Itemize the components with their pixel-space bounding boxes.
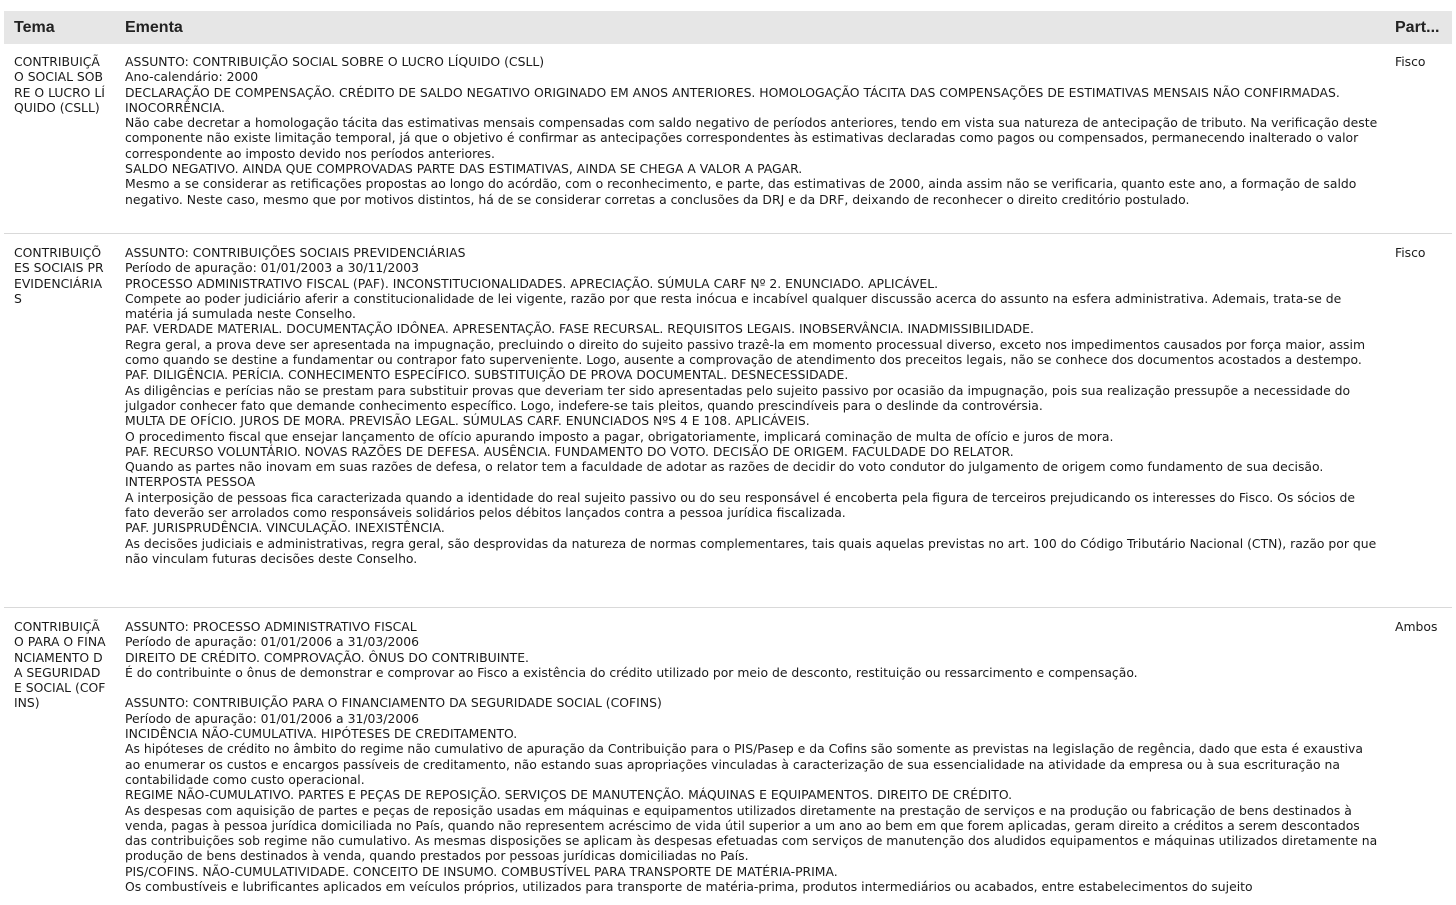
column-header-parte[interactable]: Part... <box>1395 19 1440 36</box>
cell-tema: CONTRIBUIÇÕES SOCIAIS PREVIDENCIÁRIAS <box>14 245 104 306</box>
table-row[interactable] <box>4 245 1452 608</box>
cell-ementa: ASSUNTO: CONTRIBUIÇÕES SOCIAIS PREVIDENCIÁRIAS Período de apuração: 01/01/2003 a 30/11/2003 PROCESSO ADMINISTRATIVO FISCAL (PAF). INCONSTITUCIONALIDADES. APRECIAÇÃO. SÚMULA CARF Nº 2. ENUNCIADO. APLICÁVEL. Compete ao poder judiciário aferir a constitucionalidade de lei vigente, razão por que resta inócua e incabível qualquer discussão acerca do assunto na esfera administrativa. Ademais, trata-se de matéria já sumulada neste Conselho. PAF. VERDADE MATERIAL. DOCUMENTAÇÃO IDÔNEA. APRESENTAÇÃO. FASE RECURSAL. REQUISITOS LEGAIS. INOBSERVÂNCIA. INADMISSIBILIDADE. Regra geral, a prova deve ser apresentada na impugnação, precluindo o direito do sujeito passivo trazê-la em momento processual diverso, exceto nos impedimentos causados por força maior, assim como quando se destine a fundamentar ou contrapor fato superveniente. Logo, ausente a comprovação de atendimento dos preceitos legais, não se conhece dos documentos acostados a destempo. PAF. DILIGÊNCIA. PERÍCIA. CONHECIMENTO ESPECÍFICO. SUBSTITUIÇÃO DE PROVA DOCUMENTAL. DESNECESSIDADE. As diligências e perícias não se prestam para substituir provas que deveriam ter sido apresentadas pelo sujeito passivo por ocasião da impugnação, pois sua realização pressupõe a necessidade do julgador conhecer fato que demande conhecimento específico. Logo, indefere-se tais pleitos, quando prescindíveis para o deslinde da controvérsia. MULTA DE OFÍCIO. JUROS DE MORA. PREVISÃO LEGAL. SÚMULAS CARF. ENUNCIADOS NºS 4 E 108. APLICÁVEIS. O procedimento fiscal que ensejar lançamento de ofício apurando imposto a pagar, obrigatoriamente, implicará cominação de multa de ofício e juros de mora. PAF. RECURSO VOLUNTÁRIO. NOVAS RAZÕES DE DEFESA. AUSÊNCIA. FUNDAMENTO DO VOTO. DECISÃO DE ORIGEM. FACULDADE DO RELATOR. Quando as partes não inovam em suas razões de defesa, o relator tem a faculdade de adotar as razões de decidir do voto condutor do julgamento de origem como fundamento de sua decisão. INTERPOSTA PESSOA A interposição de pessoas fica caracterizada quando a identidade do real sujeito passivo ou do seu responsável é encoberta pela figura de terceiros prejudicando os interesses do Fisco. Os sócios de fato deverão ser arrolados como responsáveis solidários pelos débitos lançados contra a pessoa jurídica fiscalizada. PAF. JURISPRUDÊNCIA. VINCULAÇÃO. INEXISTÊNCIA. As decisões judiciais e administrativas, regra geral, são desprovidas da natureza de normas complementares, tais quais aquelas previstas no art. 100 do Código Tributário Nacional (CTN), razão por que não vinculam futuras decisões deste Conselho. <box>125 245 1377 566</box>
cell-ementa: ASSUNTO: CONTRIBUIÇÃO SOCIAL SOBRE O LUCRO LÍQUIDO (CSLL) Ano-calendário: 2000 DECLARAÇÃO DE COMPENSAÇÃO. CRÉDITO DE SALDO NEGATIVO ORIGINADO EM ANOS ANTERIORES. HOMOLOGAÇÃO TÁCITA DAS COMPENSAÇÕES DE ESTIMATIVAS MENSAIS NÃO CONFIRMADAS. INOCORRÊNCIA. Não cabe decretar a homologação tácita das estimativas mensais compensadas com saldo negativo de períodos anteriores, tendo em vista sua natureza de antecipação de tributo. Na verificação deste componente não existe limitação temporal, já que o objetivo é confirmar as antecipações correspondentes às estimativas declaradas como pagos ou compensados, permanecendo inalterado o valor correspondente ao imposto devido nos períodos anteriores. SALDO NEGATIVO. AINDA QUE COMPROVADAS PARTE DAS ESTIMATIVAS, AINDA SE CHEGA A VALOR A PAGAR. Mesmo a se considerar as retificações propostas ao longo do acórdão, com o reconhecimento, e parte, das estimativas de 2000, ainda assim não se verificaria, quanto este ano, a formação de saldo negativo. Neste caso, mesmo que por motivos distintos, há de se considerar corretas a conclusões da DRJ e da DRF, deixando de reconhecer o direito creditório postulado. <box>125 54 1378 207</box>
column-header-ementa[interactable]: Ementa <box>125 19 183 36</box>
cell-parte: Fisco <box>1395 245 1426 260</box>
cell-tema: CONTRIBUIÇÃO SOCIAL SOBRE O LUCRO LÍQUIDO (CSLL) <box>14 54 105 115</box>
table-header <box>4 11 1452 44</box>
table-row[interactable] <box>4 54 1452 234</box>
cell-tema: CONTRIBUIÇÃO PARA O FINANCIAMENTO DA SEGURIDADE SOCIAL (COFINS) <box>14 619 106 711</box>
cell-ementa: ASSUNTO: PROCESSO ADMINISTRATIVO FISCAL Período de apuração: 01/01/2006 a 31/03/2006 DIREITO DE CRÉDITO. COMPROVAÇÃO. ÔNUS DO CONTRIBUINTE. É do contribuinte o ônus de demonstrar e comprovar ao Fisco a existência do crédito utilizado por meio de desconto, restituição ou ressarcimento e compensação. ASSUNTO: CONTRIBUIÇÃO PARA O FINANCIAMENTO DA SEGURIDADE SOCIAL (COFINS) Período de apuração: 01/01/2006 a 31/03/2006 INCIDÊNCIA NÃO-CUMULATIVA. HIPÓTESES DE CREDITAMENTO. As hipóteses de crédito no âmbito do regime não cumulativo de apuração da Contribuição para o PIS/Pasep e da Cofins são somente as previstas na legislação de regência, dado que esta é exaustiva ao enumerar os custos e encargos passíveis de creditamento, não estando suas apropriações vinculadas à caracterização de sua essencialidade na atividade da empresa ou à sua escrituração na contabilidade como custo operacional. REGIME NÃO-CUMULATIVO. PARTES E PEÇAS DE REPOSIÇÃO. SERVIÇOS DE MANUTENÇÃO. MÁQUINAS E EQUIPAMENTOS. DIREITO DE CRÉDITO. As despesas com aquisição de partes e peças de reposição usadas em máquinas e equipamentos utilizados diretamente na prestação de serviços e na produção ou fabricação de bens destinados à venda, pagas à pessoa jurídica domiciliada no País, quando não representem acréscimo de vida útil superior a um ano ao bem em que forem aplicadas, geram direito a créditos a serem descontados das contribuições sob regime não cumulativo. As mesmas disposições se aplicam às despesas efetuadas com serviços de manutenção dos aludidos equipamentos e máquinas utilizados diretamente na produção de bens destinados à venda, quando prestados por pessoas jurídicas domiciliadas no País. PIS/COFINS. NÃO-CUMULATIVIDADE. CONCEITO DE INSUMO. COMBUSTÍVEL PARA TRANSPORTE DE MATÉRIA-PRIMA. Os combustíveis e lubrificantes aplicados em veículos próprios, utilizados para transporte de matéria-prima, produtos intermediários ou acabados, entre estabelecimentos do sujeito <box>125 619 1378 895</box>
cell-parte: Ambos <box>1395 619 1438 634</box>
table-row[interactable] <box>4 619 1452 897</box>
cell-parte: Fisco <box>1395 54 1426 69</box>
column-header-tema[interactable]: Tema <box>14 19 55 36</box>
